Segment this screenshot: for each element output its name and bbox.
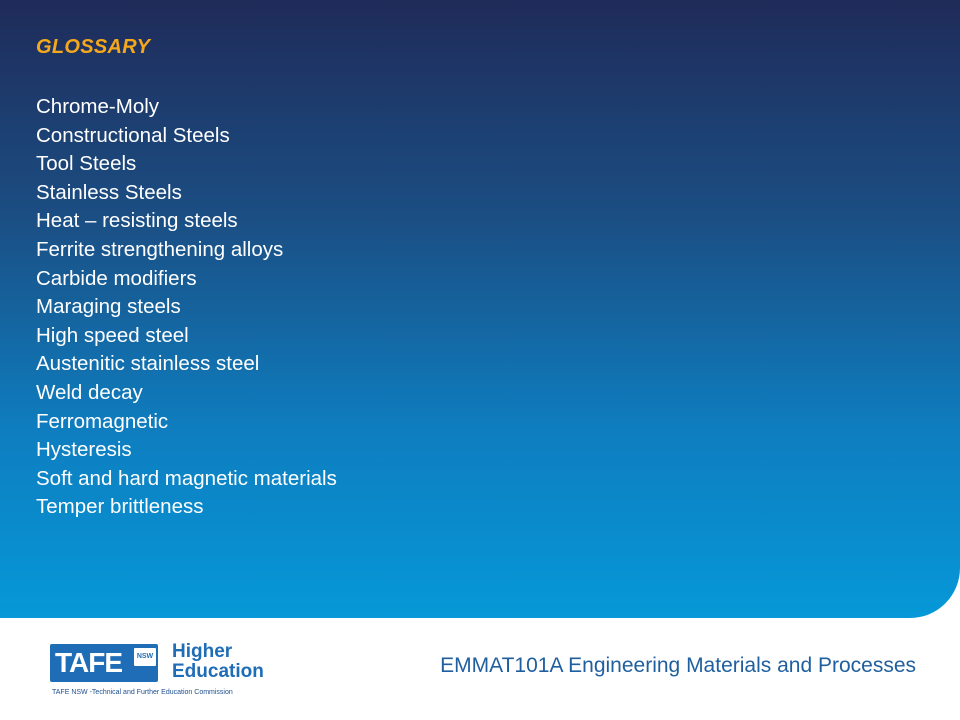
glossary-term: Maraging steels: [36, 295, 181, 319]
glossary-term: Soft and hard magnetic materials: [36, 466, 337, 490]
glossary-term: Austenitic stainless steel: [36, 352, 260, 376]
course-title: EMMAT101A Engineering Materials and Processes: [440, 654, 916, 677]
nsw-badge: NSW: [134, 648, 156, 666]
glossary-term-list: [36, 93, 337, 522]
glossary-term: Stainless Steels: [36, 180, 182, 204]
glossary-term: Constructional Steels: [36, 123, 230, 147]
tafe-logo-text: TAFE: [55, 647, 123, 678]
glossary-title: GLOSSARY: [36, 36, 151, 58]
glossary-term: High speed steel: [36, 323, 189, 347]
glossary-term: Ferrite strengthening alloys: [36, 237, 284, 261]
higher-education-line2: Education: [172, 661, 264, 682]
glossary-term: Chrome-Moly: [36, 95, 160, 118]
glossary-term: Weld decay: [36, 380, 143, 404]
commission-text: TAFE NSW -Technical and Further Education Commission: [52, 689, 233, 696]
higher-education-line1: Higher: [172, 641, 233, 662]
glossary-term: Temper brittleness: [36, 495, 204, 519]
higher-education-logo: [172, 642, 264, 682]
glossary-term: Hysteresis: [36, 438, 132, 462]
glossary-term: Carbide modifiers: [36, 266, 197, 290]
tafe-logo: [50, 644, 158, 682]
glossary-term: Heat – resisting steels: [36, 209, 238, 233]
glossary-term: Ferromagnetic: [36, 409, 169, 433]
glossary-term: Tool Steels: [36, 152, 137, 176]
slide-footer: [0, 618, 960, 720]
